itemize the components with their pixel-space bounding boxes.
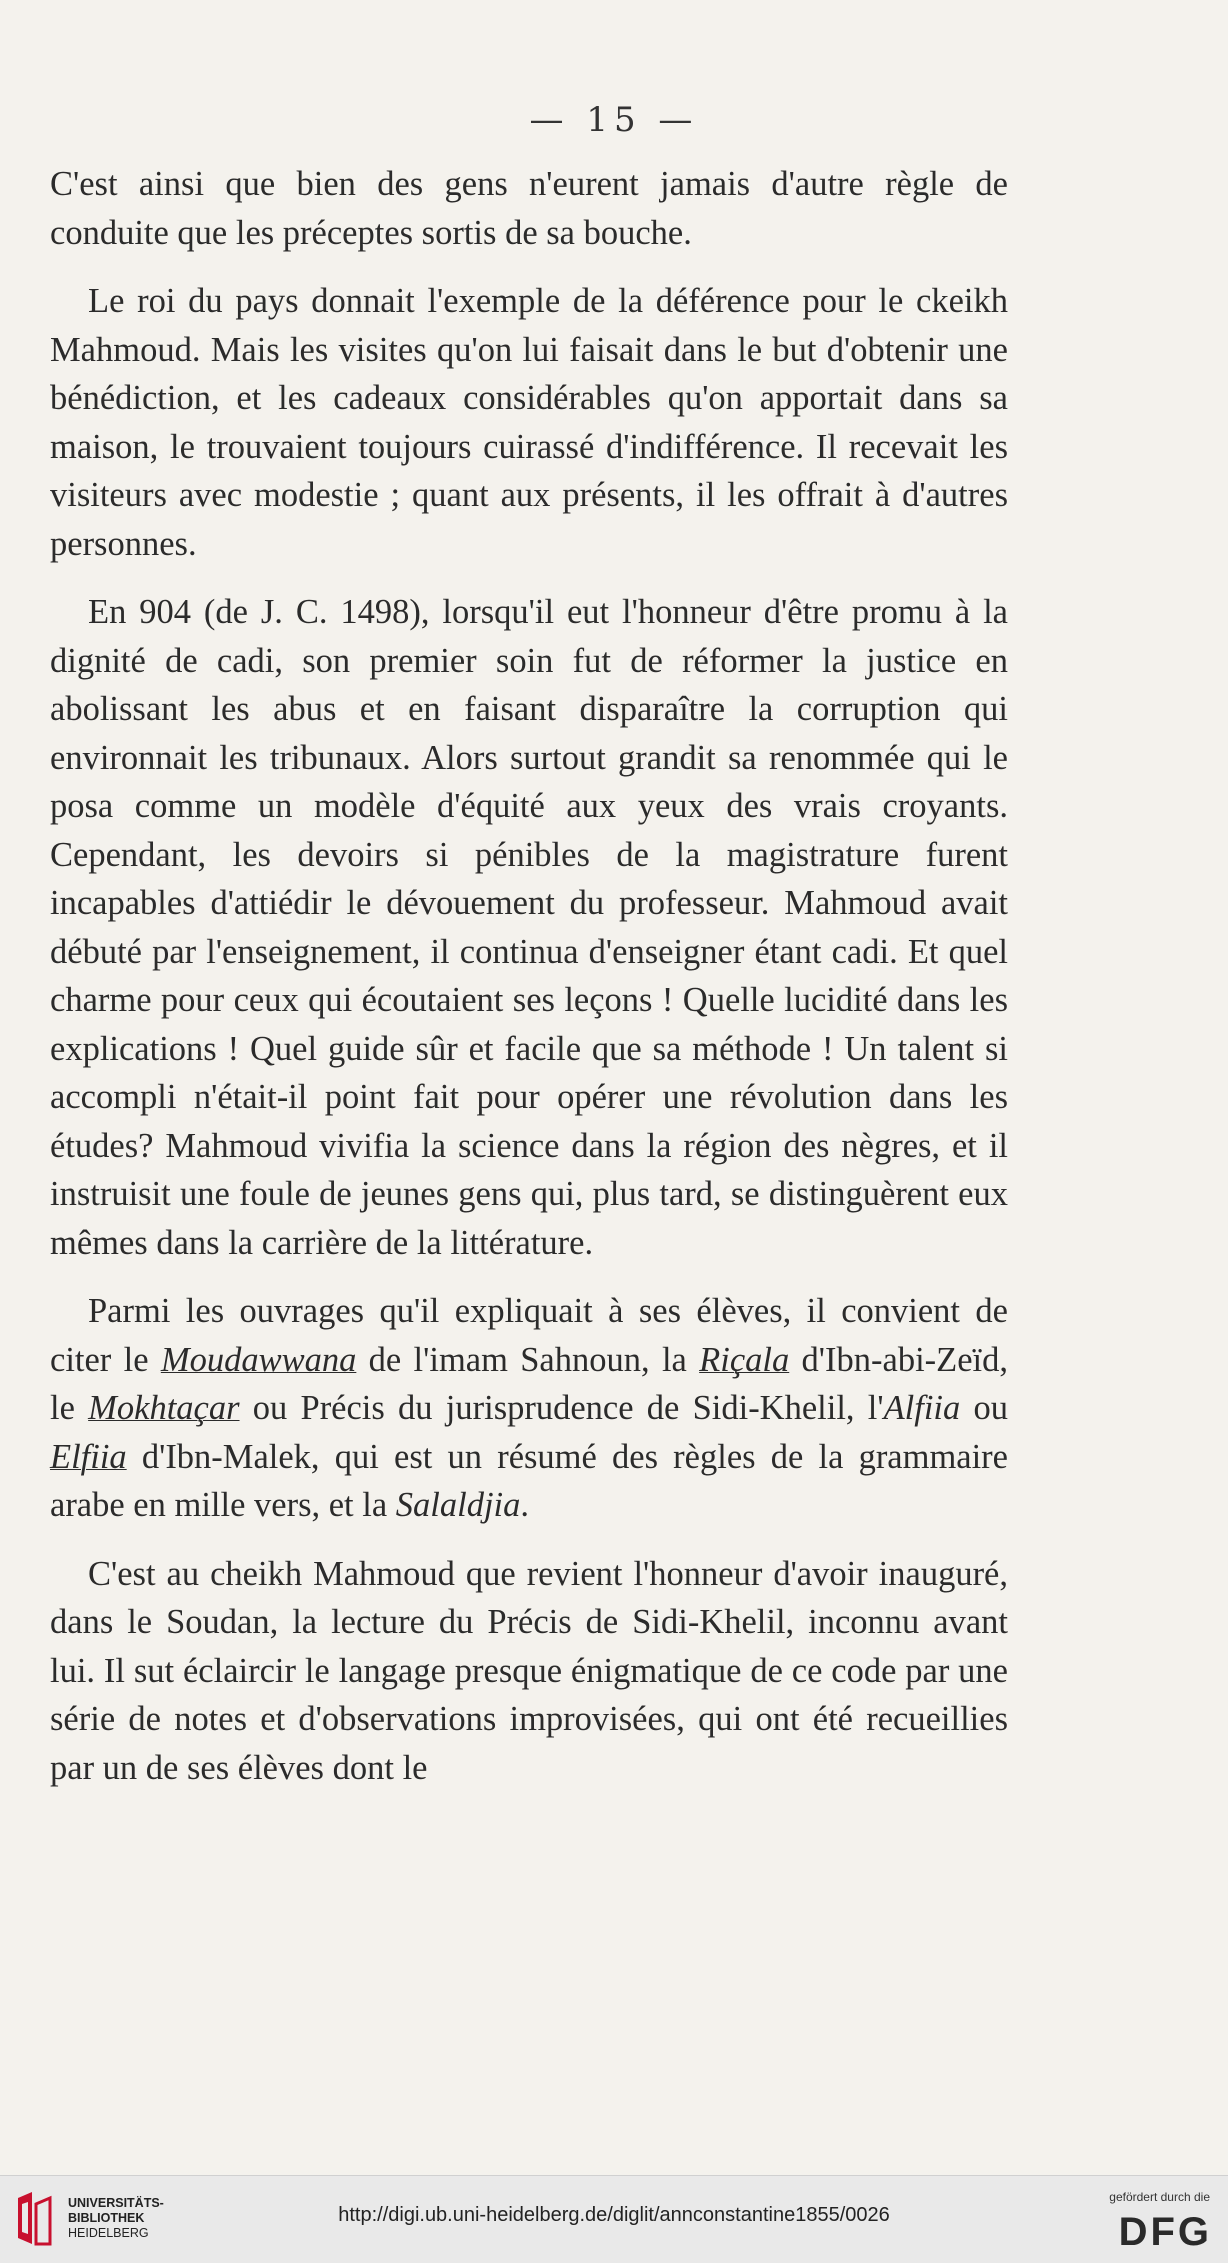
footer-bar xyxy=(0,2175,1228,2263)
library-line-2: BIBLIOTHEK xyxy=(68,2211,145,2225)
title-elfiia: Elfiia xyxy=(50,1437,127,1476)
p4-text-i: ou xyxy=(960,1389,1008,1427)
p4-text-m: . xyxy=(520,1486,530,1524)
p4-text-g: ou Précis du jurisprudence de Sidi-Khelil, l' xyxy=(239,1389,884,1427)
title-ricala: Riçala xyxy=(699,1340,790,1379)
library-line-1: UNIVERSITÄTS- xyxy=(68,2196,164,2210)
paragraph-3: En 904 (de J. C. 1498), lorsqu'il eut l'honneur d'être promu à la dignité de cadi, son premier soin fut de réformer la justice en abolissant les abus et en faisant disparaître la corruption qui environnait les tribunaux. Alors surtout grandit sa renommée qui le posa comme un modèle d'équité aux yeux des vrais croyants. Cependant, les devoirs si pénibles de la magistrature furent incapables d'attiédir le dévouement du professeur. Mahmoud avait débuté par l'enseignement, il continua d'enseigner étant cadi. Et quel charme pour ceux qui écoutaient ses leçons ! Quelle lucidité dans les explications ! Quel guide sûr et facile que sa méthode ! Un talent si accompli n'était-il point fait pour opérer une révolution dans les études? Mahmoud vivifia la science dans la région des nègres, et il instruisit une foule de jeunes gens qui, plus tard, se distinguèrent eux mêmes dans la carrière de la littérature. xyxy=(50,593,1008,1262)
title-salaldjia: Salaldjia xyxy=(395,1486,521,1524)
paragraph-1: C'est ainsi que bien des gens n'eurent jamais d'autre règle de conduite que les préceptes sortis de sa bouche. xyxy=(50,165,1008,252)
dfg-logo: DFG xyxy=(1118,2210,1212,2254)
body-text xyxy=(50,160,1008,1812)
p4-text-c: de l'imam Sahnoun, la xyxy=(356,1340,700,1379)
paragraph-5: C'est au cheikh Mahmoud que revient l'honneur d'avoir inauguré, dans le Soudan, la lecture du Précis de Sidi-Khelil, inconnu avant lui. Il sut éclaircir le langage presque énigmatique de ce code par une série de notes et d'observations improvisées, qui ont été recueillies par un de ses élèves dont le xyxy=(50,1554,1008,1787)
p4-text-a: Parmi les ouvrages qu'il expliquait à ses élèves, il convient de citer le xyxy=(50,1292,1008,1379)
title-alfiia: Alfiia xyxy=(883,1389,961,1427)
paragraph-2: Le roi du pays donnait l'exemple de la déférence pour le ckeikh Mahmoud. Mais les visites qu'on lui faisait dans le but d'obtenir une bénédiction, et les cadeaux considérables qu'on apportait dans sa maison, le trouvaient toujours cuirassé d'indifférence. Il recevait les visiteurs avec modestie ; quant aux présents, il les offrait à d'autres personnes. xyxy=(50,282,1008,563)
library-line-3: HEIDELBERG xyxy=(68,2226,149,2240)
p4-text-k: d'Ibn-Malek, qui est un résumé des règles de la grammaire arabe en mille vers, et la xyxy=(50,1437,1008,1524)
title-moudawwana: Moudawwana xyxy=(160,1340,357,1379)
title-mokhtacar: Mokhtaçar xyxy=(88,1389,240,1427)
paragraph-4 xyxy=(50,1287,1008,1530)
permalink-url[interactable]: http://digi.ub.uni-heidelberg.de/diglit/annconstantine1855/0026 xyxy=(338,2204,890,2226)
page-number: — 15 — xyxy=(529,100,699,140)
funded-by-label: gefördert durch die xyxy=(1109,2190,1210,2204)
p4-text-e: d'Ibn-abi-Zeïd, le xyxy=(50,1340,1008,1427)
